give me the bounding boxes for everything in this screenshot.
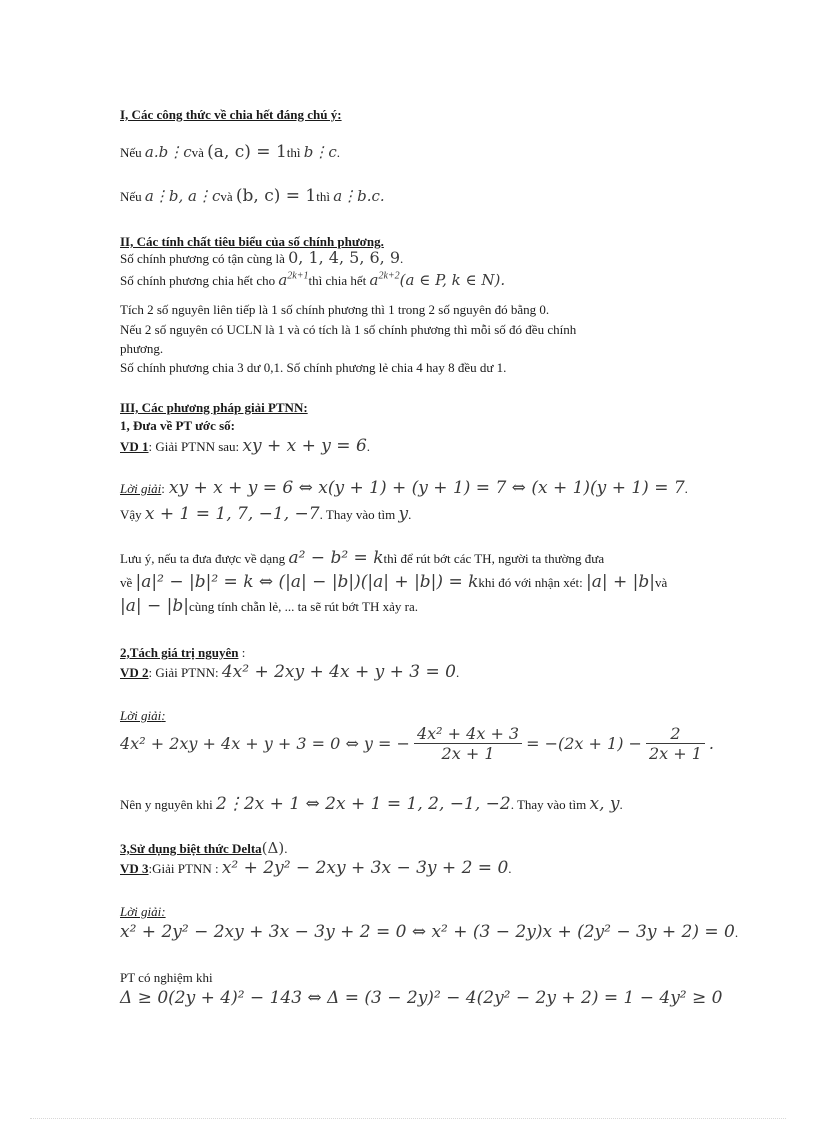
math: b⋮c — [303, 143, 337, 161]
page-bottom-divider — [30, 1118, 786, 1119]
math: a — [278, 271, 288, 289]
math: a⋮b, a⋮c — [144, 187, 221, 205]
section-3-heading: III, Các phương pháp giải PTNN: — [120, 400, 308, 415]
example-label: VD 3 — [120, 861, 149, 876]
numerator: 2 — [646, 724, 705, 744]
solution-1-result — [120, 504, 411, 524]
text: thì — [286, 145, 304, 160]
solution-2-equation — [120, 724, 714, 763]
math: |a| − |b| — [120, 596, 189, 616]
denominator: 2x + 1 — [648, 744, 702, 763]
math: x, y — [589, 794, 620, 814]
text: : — [161, 708, 166, 723]
solution-3-label: Lời giải: — [120, 904, 166, 919]
solution-3-equation — [120, 922, 738, 942]
property-2 — [120, 270, 505, 290]
text: . — [366, 439, 371, 454]
math: = −(2x + 1) − — [526, 734, 642, 753]
text: Số chính phương có tận cùng là — [120, 251, 289, 266]
math: |a|² − |b|² = k ⇔ (|a| − |b|)(|a| + |b|) = k — [135, 572, 479, 592]
text: Số chính phương chia hết cho — [120, 273, 279, 288]
solution-2-label — [120, 708, 166, 724]
numerator: 4x² + 4x + 3 — [414, 724, 522, 744]
text: . — [455, 665, 460, 680]
text: thì để rút bớt các TH, người ta thường đưa — [383, 551, 605, 566]
text: và — [655, 575, 668, 590]
math: . — [708, 734, 715, 753]
text: . Thay vào tìm — [510, 797, 590, 812]
math: a — [369, 271, 379, 289]
text: cùng tính chẵn lẻ, ... ta sẽ rút bớt TH xảy ra. — [188, 599, 419, 614]
example-label: VD 1 — [120, 439, 149, 454]
section-2-heading: II, Các tính chất tiêu biểu của số chính phương. — [120, 234, 384, 249]
text: Vậy — [120, 507, 145, 522]
text: thì — [316, 189, 334, 204]
fraction — [414, 724, 522, 763]
solution-2-result — [120, 794, 623, 814]
text: thì chia hết — [308, 273, 370, 288]
text: Nên y nguyên khi — [120, 797, 217, 812]
method-3-heading — [120, 838, 287, 858]
math: (b, c) = 1 — [235, 186, 317, 206]
text: Lời giải — [120, 708, 162, 723]
note-line-3 — [120, 596, 418, 616]
property-1 — [120, 248, 403, 268]
text: : — [238, 645, 246, 660]
text: . — [734, 925, 739, 940]
note-line-2 — [120, 572, 667, 592]
math: 2⋮2x + 1 ⇔ 2x + 1 = 1, 2, −1, −2 — [216, 794, 511, 814]
denominator: 2x + 1 — [441, 744, 495, 763]
example-label: VD 2 — [120, 665, 149, 680]
condition-text: PT có nghiệm khi — [120, 970, 213, 985]
example-1 — [120, 436, 370, 456]
math-sup: 2k+1 — [287, 270, 309, 282]
math: 4x² + 2xy + 4x + y + 3 = 0 — [221, 662, 456, 682]
property-3: Tích 2 số nguyên liên tiếp là 1 số chính phương thì 1 trong 2 số nguyên đó bằng 0. — [120, 302, 550, 317]
text: . Thay vào tìm — [319, 507, 399, 522]
divisibility-rule-2 — [120, 186, 385, 206]
math: (a ∈ P, k ∈ N). — [399, 271, 506, 289]
text: . — [400, 251, 404, 266]
text: Lưu ý, nếu ta đưa được về dạng — [120, 551, 289, 566]
example-3 — [120, 858, 512, 878]
method-1-heading: 1, Đưa về PT ước số: — [120, 418, 235, 433]
math: x² + 2y² − 2xy + 3x − 3y + 2 = 0 ⇔ x² + (3 − 2y)x + (2y² − 3y + 2) = 0 — [120, 922, 735, 942]
divisibility-rule-1 — [120, 142, 340, 162]
math: xy + x + y = 6 — [242, 436, 367, 456]
math: y — [398, 504, 409, 524]
math: x + 1 = 1, 7, −1, −7 — [144, 504, 320, 524]
text: : — [161, 481, 165, 496]
math: 4x² + 2xy + 4x + y + 3 = 0 ⇔ y = − — [120, 734, 410, 753]
property-4: Nếu 2 số nguyên có UCLN là 1 và có tích là 1 số chính phương thì mỗi số đó đều chính — [120, 322, 577, 337]
text: . — [508, 861, 512, 876]
text: : Giải PTNN sau: — [148, 439, 243, 454]
text: :Giải PTNN : — [148, 861, 222, 876]
text: và — [220, 189, 236, 204]
text: . — [619, 797, 623, 812]
math: |a| + |b| — [586, 572, 655, 592]
section-1-heading: I, Các công thức về chia hết đáng chú ý: — [120, 107, 342, 122]
text: . — [408, 507, 412, 522]
text: Nếu — [120, 189, 145, 204]
method-2-heading — [120, 644, 245, 662]
text: . — [684, 481, 688, 496]
math: 0, 1, 4, 5, 6, 9 — [288, 248, 401, 267]
math: x² + 2y² − 2xy + 3x − 3y + 2 = 0 — [221, 858, 509, 878]
note-line-1 — [120, 548, 604, 568]
example-2 — [120, 662, 459, 682]
property-4-cont: phương. — [120, 341, 164, 356]
text: và — [191, 145, 208, 160]
math-sup: 2k+2 — [378, 270, 400, 282]
text: . — [336, 145, 341, 160]
math: (Δ) — [261, 839, 285, 857]
heading-text: 3,Sử dụng biệt thức Delta — [120, 841, 262, 856]
text: khi đó với nhận xét: — [478, 575, 587, 590]
property-5: Số chính phương chia 3 dư 0,1. Số chính phương lẻ chia 4 hay 8 đều dư 1. — [120, 360, 507, 375]
solution-label: Lời giải — [120, 481, 162, 496]
math: a.b⋮c — [144, 143, 192, 161]
text: về — [120, 575, 136, 590]
text: . — [284, 841, 288, 856]
fraction — [646, 724, 705, 763]
math: xy + x + y = 6 ⇔ x(y + 1) + (y + 1) = 7 ⇔ (x + 1)(y + 1) = 7 — [168, 478, 685, 498]
math: (a, c) = 1 — [207, 142, 287, 162]
solution-1 — [120, 478, 688, 498]
math: a² − b² = k — [288, 548, 384, 568]
condition-equation: Δ ≥ 0(2y + 4)² − 143 ⇔ Δ = (3 − 2y)² − 4(2y² − 2y + 2) = 1 − 4y² ≥ 0 — [120, 988, 723, 1008]
text: : Giải PTNN: — [148, 665, 222, 680]
math: a⋮b.c. — [333, 187, 385, 205]
heading-text: 2,Tách giá trị nguyên — [120, 645, 239, 660]
text: Nếu — [120, 145, 145, 160]
